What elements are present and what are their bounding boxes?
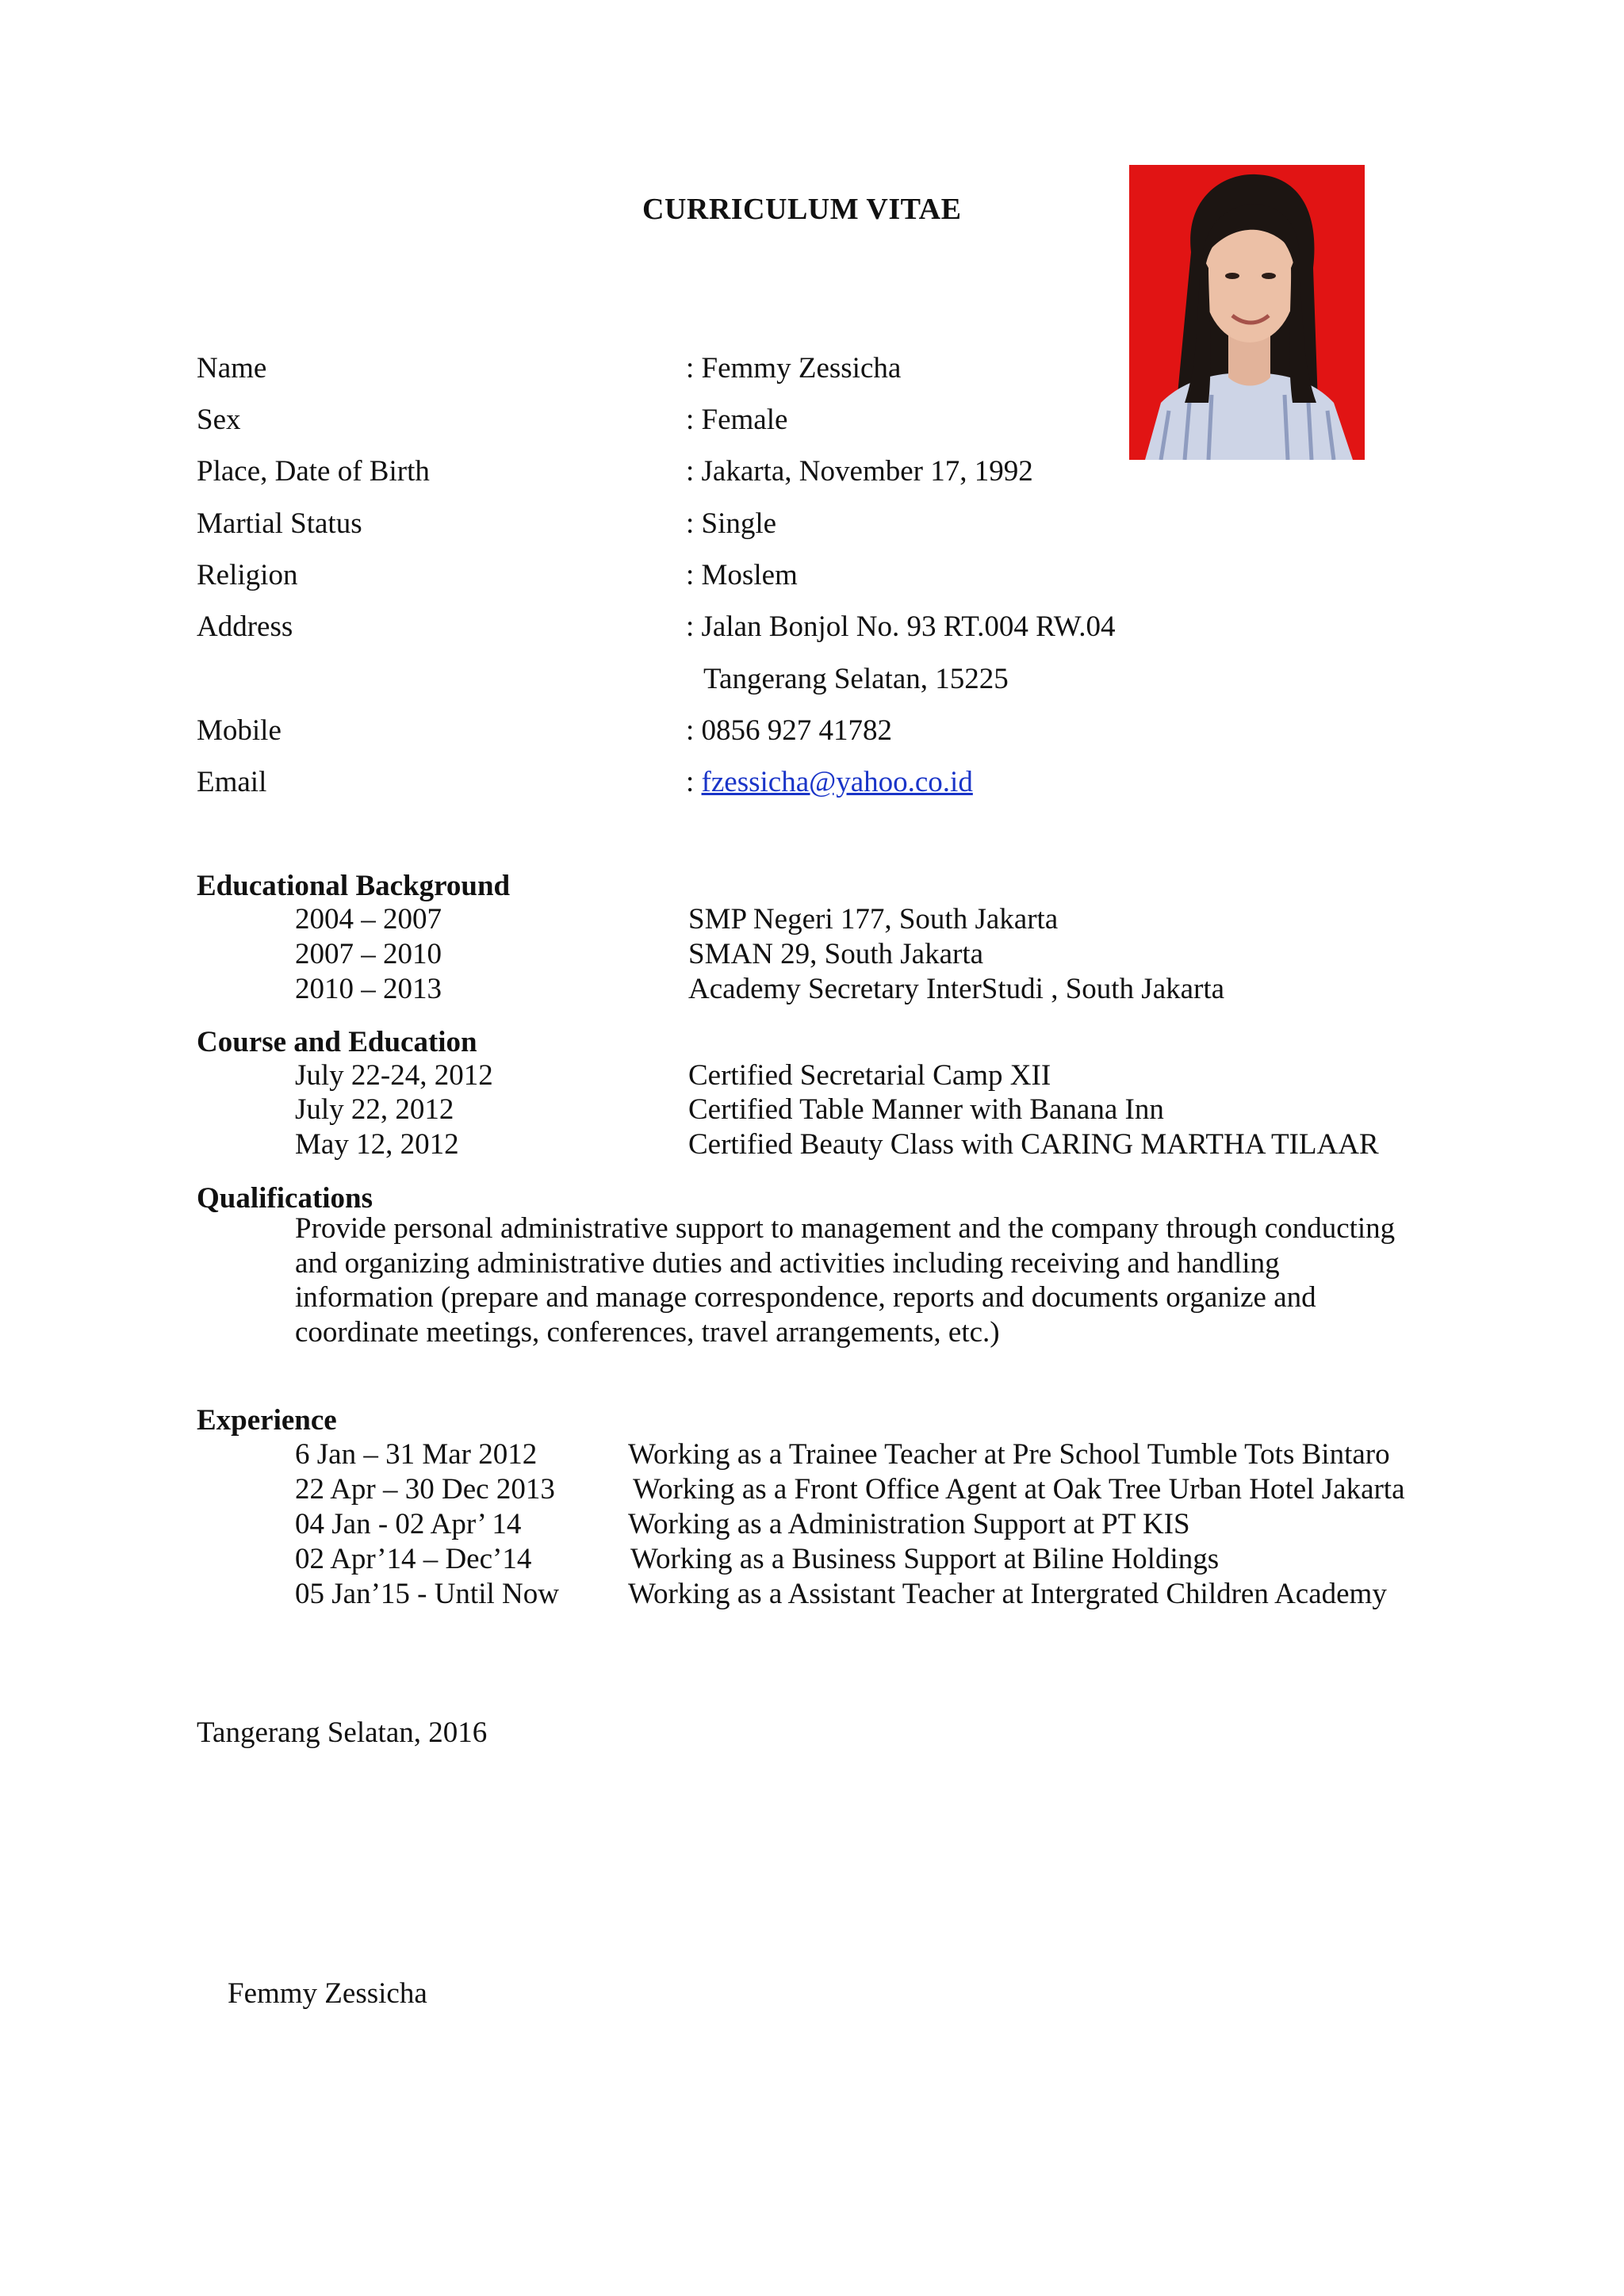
course-detail: Certified Beauty Class with CARING MARTHA TILAAR [688,1128,1379,1161]
place-date: Tangerang Selatan, 2016 [197,1716,488,1749]
signature-name: Femmy Zessicha [228,1977,427,2010]
education-period: 2010 – 2013 [295,973,442,1005]
experience-period: 05 Jan’15 - Until Now [295,1578,559,1610]
mobile-value: : 0856 927 41782 [686,714,893,747]
email-value [686,765,973,799]
email-prefix: : [686,766,702,798]
experience-period: 04 Jan - 02 Apr’ 14 [295,1508,522,1540]
education-detail: SMP Negeri 177, South Jakarta [688,903,1059,936]
experience-detail: Working as a Administration Support at PT KIS [628,1508,1190,1540]
religion-value: : Moslem [686,559,798,591]
experience-period: 6 Jan – 31 Mar 2012 [295,1438,538,1471]
email-label: Email [197,766,267,798]
education-period: 2007 – 2010 [295,938,442,970]
birth-label: Place, Date of Birth [197,455,430,488]
qualifications-line: information (prepare and manage correspondence, reports and documents organize and [295,1281,1316,1314]
marital-status-value: : Single [686,507,777,540]
course-period: May 12, 2012 [295,1128,459,1161]
address-value: : Jalan Bonjol No. 93 RT.004 RW.04 [686,610,1116,643]
education-period: 2004 – 2007 [295,903,442,936]
education-detail: Academy Secretary InterStudi , South Jakarta [688,973,1225,1005]
birth-value: : Jakarta, November 17, 1992 [686,455,1033,488]
education-detail: SMAN 29, South Jakarta [688,938,984,970]
course-detail: Certified Secretarial Camp XII [688,1059,1051,1092]
course-detail: Certified Table Manner with Banana Inn [688,1093,1164,1126]
address-line-2: Tangerang Selatan, 15225 [703,663,1009,695]
qualifications-line: and organizing administrative duties and activities including receiving and handling [295,1246,1280,1280]
page-title: CURRICULUM VITAE [642,193,962,226]
courses-heading: Course and Education [197,1026,477,1058]
experience-detail: Working as a Business Support at Biline Holdings [630,1543,1220,1575]
address-label: Address [197,610,293,643]
education-heading: Educational Background [197,870,511,902]
sex-value: : Female [686,404,788,436]
qualifications-line: Provide personal administrative support to management and the company through conducting [295,1212,1396,1245]
mobile-label: Mobile [197,714,282,747]
experience-period: 22 Apr – 30 Dec 2013 [295,1473,555,1506]
qualifications-heading: Qualifications [197,1182,373,1215]
email-link[interactable]: fzessicha@yahoo.co.id [701,766,973,798]
name-label: Name [197,352,267,385]
course-period: July 22-24, 2012 [295,1059,493,1092]
qualifications-line: coordinate meetings, conferences, travel arrangements, etc.) [295,1315,1000,1349]
experience-detail: Working as a Assistant Teacher at Intergrated Children Academy [628,1578,1387,1610]
experience-detail: Working as a Trainee Teacher at Pre School Tumble Tots Bintaro [628,1438,1390,1471]
qualifications-text [295,1211,1437,1349]
sex-label: Sex [197,404,241,436]
religion-label: Religion [197,559,298,591]
experience-period: 02 Apr’14 – Dec’14 [295,1543,532,1575]
profile-photo [1129,165,1365,460]
course-period: July 22, 2012 [295,1093,454,1126]
experience-detail: Working as a Front Office Agent at Oak Tree Urban Hotel Jakarta [633,1473,1405,1506]
experience-heading: Experience [197,1404,337,1437]
name-value: : Femmy Zessicha [686,352,902,385]
marital-status-label: Martial Status [197,507,362,540]
